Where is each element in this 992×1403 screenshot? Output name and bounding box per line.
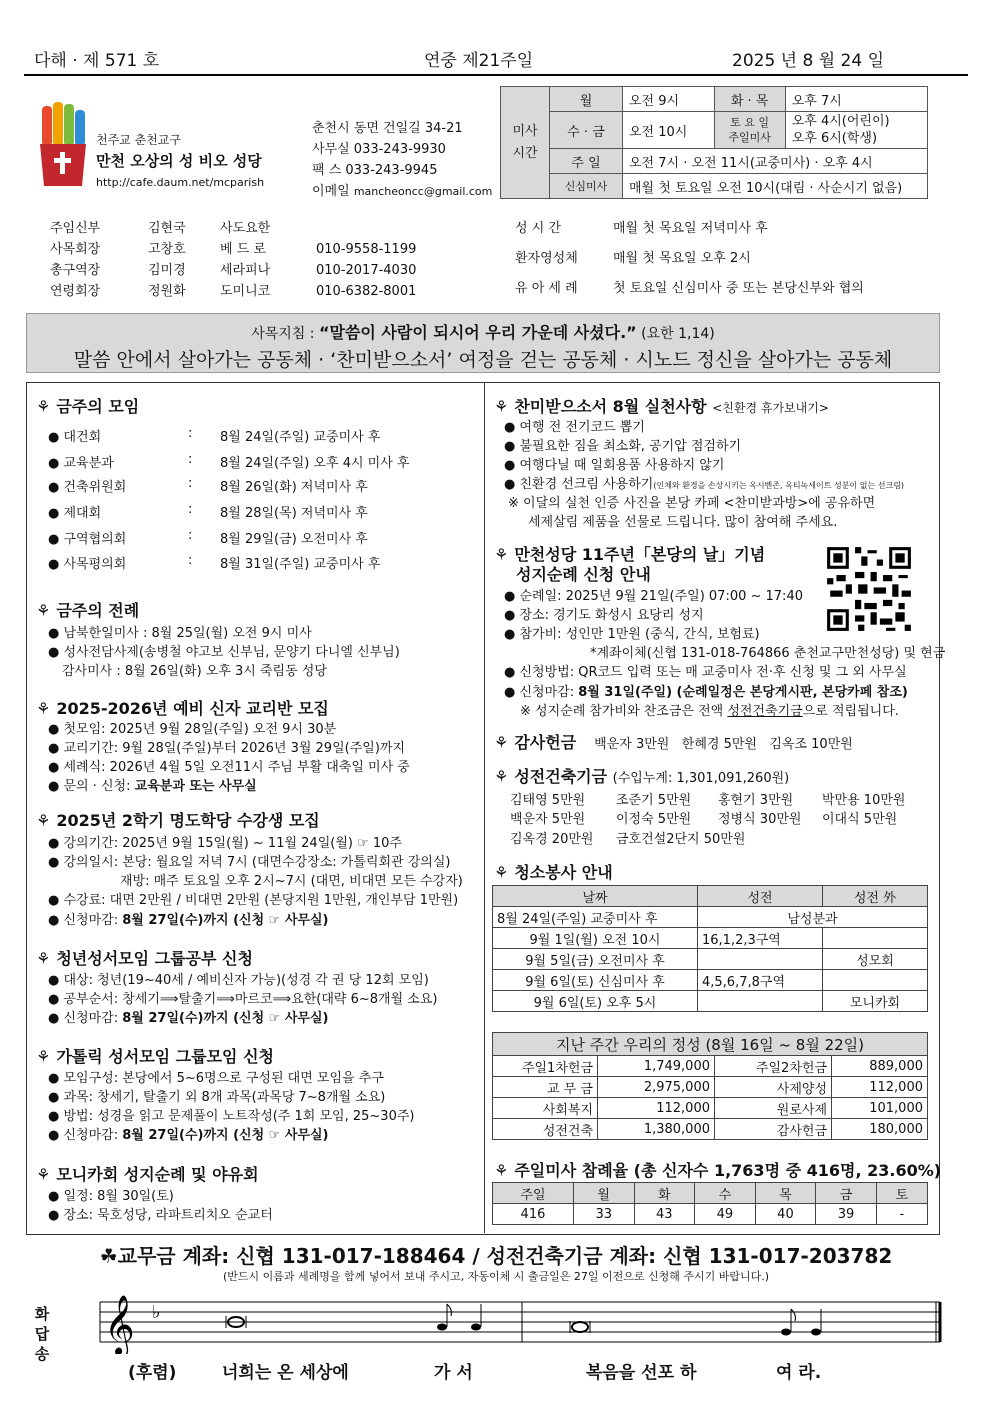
- list-item: *계좌이체(신협 131-018-764866 춘천교구만천성당) 및 현금: [590, 646, 946, 661]
- list-item: 감사미사 : 8월 26일(화) 오후 3시 죽림동 성당: [62, 664, 327, 679]
- mass-day: 월: [550, 87, 623, 112]
- email-label: 이메일: [312, 184, 350, 199]
- list-item: ● 강의기간: 2025년 9월 15일(월) ~ 11월 24일(월) ☞ 10주: [48, 836, 402, 851]
- diocese-name: 천주교 춘천교구: [96, 133, 181, 147]
- list-item: ● 건축위원회 : 8월 26일(화) 저녁미사 후: [48, 476, 368, 495]
- list-item: ● 장소: 경기도 화성시 요당리 성지: [504, 608, 704, 623]
- list-item: ● 강의일시: 본당: 월요일 저녁 7시 (대면수강장소: 가톨릭회관 강의실): [48, 855, 451, 870]
- mass-day: 주일미사: [728, 131, 771, 144]
- offering-table: [492, 1032, 928, 1140]
- list-item: ● 여행 전 전기코드 뽑기: [504, 420, 645, 435]
- issue-date: 2025 년 8 월 24 일: [732, 51, 884, 71]
- offering-title: 지난 주간 우리의 정성 (8월 16일 ~ 8월 22일): [493, 1033, 928, 1056]
- banner-mission: 말씀 안에서 살아가는 공동체 · ‘찬미받으소서’ 여정을 걷는 공동체 · 시노드 정신을 살아가는 공동체: [73, 349, 893, 371]
- mass-time: 오전 7시 · 오전 11시(교중미사) · 오후 4시: [623, 149, 928, 174]
- table-row: 416 33 43 49 40 39 -: [493, 1204, 928, 1225]
- list-item: ● 순례일: 2025년 9월 21일(주일) 07:00 ~ 17:40: [504, 589, 803, 604]
- table-row: 성전건축 1,380,000 감사헌금 180,000: [493, 1119, 928, 1140]
- section-catechism-title: ⚘ 2025-2026년 예비 신자 교리반 모집: [36, 699, 329, 718]
- list-item: ● 친환경 선크림 사용하기(인체와 환경을 손상시키는 옥시벤존, 옥티녹세이트 성분이 없는 선크림): [504, 477, 905, 492]
- church-office-phone: 사무실 033-243-9930: [312, 142, 446, 157]
- list-item: ● 첫모임: 2025년 9월 28일(주일) 오전 9시 30분: [48, 722, 337, 737]
- mass-schedule-table: [500, 86, 928, 199]
- list-item: ● 세례식: 2026년 4월 5일 오전11시 주님 부활 대축일 미사 중: [48, 760, 410, 775]
- section-bullet-icon: ⚘: [494, 545, 509, 564]
- church-email[interactable]: mancheoncc@gmail.com: [353, 185, 493, 198]
- section-building-title: ⚘ 성전건축기금 (수입누계: 1,301,091,260원): [494, 767, 790, 786]
- list-item: ● 과목: 창세기, 탈출기 외 8개 과목(과목당 7~8개월 소요): [48, 1090, 386, 1105]
- list-item: ※ 성지순례 참가비와 찬조금은 전액 성전건축기금으로 적립됩니다.: [520, 704, 899, 719]
- list-item: ● 수강료: 대면 2만원 / 비대면 2만원 (본당지원 1만원, 개인부담 1만원): [48, 893, 459, 908]
- table-row: 9월 1일(월) 오전 10시 16,1,2,3구역: [493, 928, 928, 949]
- list-item: ● 신청방법: QR코드 입력 또는 매 교중미사 전·후 신청 및 그 외 사무실: [504, 665, 907, 680]
- list-item: ● 장소: 묵호성당, 라파트리치오 순교터: [48, 1208, 273, 1223]
- section-meetings-title: ⚘ 금주의 모임: [36, 397, 140, 416]
- list-item: ● 구역협의회 : 8월 29일(금) 오전미사 후: [48, 528, 368, 547]
- list-item: ● 대건회 : 8월 24일(주일) 교중미사 후: [48, 426, 381, 445]
- qr-code-icon[interactable]: [824, 544, 914, 634]
- section-laudato-title: ⚘ 찬미받으소서 8월 실천사항 <친환경 휴가보내기>: [494, 397, 829, 416]
- list-item: ● 신청마감: 8월 27일(수)까지 (신청 ☞ 사무실): [48, 1011, 329, 1026]
- mass-day: 신심미사: [550, 174, 623, 199]
- section-monica-title: ⚘ 모니카회 성지순례 및 야유회: [36, 1165, 259, 1184]
- list-item: ● 공부순서: 창세기⟹탈출기⟹마르코⟹요한(대략 6~8개월 소요): [48, 992, 438, 1007]
- attendance-table: 주일 월 화 수 목 금 토 416 33 43 49 40 39 -: [492, 1182, 928, 1225]
- church-fax: 팩 스 033-243-9945: [312, 163, 438, 178]
- list-item: ● 일정: 8월 30일(토): [48, 1189, 174, 1204]
- list-item: ※ 이달의 실천 인증 사진을 본당 카페 <찬미받과방>에 공유하면: [508, 496, 876, 511]
- psalm-staff: [60, 1290, 960, 1354]
- section-youth-title: ⚘ 청년성서모임 그룹공부 신청: [36, 949, 253, 968]
- header-rule: [24, 74, 968, 76]
- mass-time: 오전 10시: [623, 112, 715, 149]
- section-pilgrim-subtitle: 성지순례 신청 안내: [516, 565, 651, 584]
- pastoral-guideline-banner: [26, 313, 940, 373]
- banner-quote: “말씀이 사람이 되시어 우리 가운데 사셨다.”: [318, 323, 637, 342]
- section-bullet-icon: ⚘: [36, 601, 51, 620]
- church-address: 춘천시 동면 건일길 34-21: [312, 121, 463, 136]
- account-note: (반드시 이름과 세례명을 함께 넣어서 보내 주시고, 자동이체 시 출금일은 27일 이전으로 신청해 주시기 바랍니다.): [222, 1270, 770, 1283]
- mass-time: 매월 첫 토요일 오전 10시(대림 · 사순시기 없음): [623, 174, 928, 199]
- column-divider: [484, 382, 485, 1233]
- church-logo-icon: [36, 100, 90, 190]
- mass-time: 오전 9시: [623, 87, 715, 112]
- list-item: ● 사목평의회 : 8월 31일(주일) 교중미사 후: [48, 553, 381, 572]
- list-item: ● 신청마감: 8월 31일(주일) (순례일정은 본당게시판, 본당카페 참조): [504, 685, 908, 700]
- mass-day: 화 · 목: [714, 87, 785, 112]
- banner-prefix: 사목지침 :: [251, 326, 319, 342]
- church-name: 만천 오상의 성 비오 성당: [96, 152, 262, 170]
- section-bullet-icon: ⚘: [36, 397, 51, 416]
- table-row: 사회복지 112,000 원로사제 101,000: [493, 1098, 928, 1119]
- breve-note-icon: [570, 1321, 590, 1333]
- table-row: 주일1차헌금 1,749,000 주일2차헌금 889,000: [493, 1056, 928, 1077]
- mass-day: 토 요 일: [730, 116, 770, 129]
- banner-ref: (요한 1,14): [641, 326, 715, 342]
- section-bullet-icon: ⚘: [494, 733, 509, 752]
- section-thanks-title: ⚘ 감사헌금 백운자 3만원 한혜경 5만원 김옥조 10만원: [494, 733, 853, 752]
- section-bullet-icon: ⚘: [36, 1047, 51, 1066]
- section-bullet-icon: ⚘: [494, 863, 509, 882]
- list-item: ● 대상: 청년(19~40세 / 예비신자 가능)(성경 각 권 당 12회 모임): [48, 973, 429, 988]
- psalm-label: 화 답 송: [34, 1305, 50, 1363]
- issue-number: 다해 · 제 571 호: [34, 51, 160, 71]
- list-item: ● 모임구성: 본당에서 5~6명으로 구성된 대면 모임을 추구: [48, 1071, 384, 1086]
- list-item: ● 신청마감: 8월 27일(수)까지 (신청 ☞ 사무실): [48, 913, 329, 928]
- table-header: 성전 外: [823, 886, 928, 907]
- section-cleaning-title: ⚘ 청소봉사 안내: [494, 863, 613, 882]
- church-contact: [312, 118, 492, 202]
- list-item: ● 교리기간: 9월 28일(주일)부터 2026년 3월 29일(주일)까지: [48, 741, 406, 756]
- list-item: ● 여행다닐 때 일회용품 사용하지 않기: [504, 458, 725, 473]
- list-item: 세제살림 제품을 선물로 드립니다. 많이 참여해 주세요.: [528, 515, 838, 530]
- flat-icon: ♭: [152, 1302, 161, 1323]
- table-row: 8월 24일(주일) 교중미사 후 남성분과: [493, 907, 928, 928]
- table-header: 성전: [698, 886, 823, 907]
- table-row: 9월 5일(금) 오전미사 후 성모회: [493, 949, 928, 970]
- liturgical-season: 연중 제21주일: [424, 51, 534, 71]
- list-item: ● 남북한일미사 : 8월 25일(월) 오전 9시 미사: [48, 626, 312, 641]
- section-bullet-icon: ⚘: [36, 949, 51, 968]
- section-bible-title: ⚘ 가톨릭 성서모임 그룹모임 신청: [36, 1047, 274, 1066]
- section-liturgy-title: ⚘ 금주의 전례: [36, 601, 140, 620]
- mass-time: 오후 6시(학생): [791, 131, 878, 146]
- mass-label: 미사 시간: [501, 87, 550, 199]
- mass-time: 오후 4시(어린이): [791, 114, 890, 129]
- section-bullet-icon: ⚘: [36, 699, 51, 718]
- list-item: ● 불필요한 짐을 최소화, 공기압 점검하기: [504, 439, 742, 454]
- list-item: ● 성사전담사제(송병철 야고보 신부님, 문양기 다니엘 신부님): [48, 645, 400, 660]
- section-bullet-icon: ⚘: [36, 1165, 51, 1184]
- list-item: 재방: 매주 토요일 오후 2시~7시 (대면, 비대면 모든 수강자): [120, 874, 463, 889]
- table-header: 날짜: [493, 886, 698, 907]
- section-attendance-title: ⚘ 주일미사 참례율 (총 신자수 1,763명 중 416명, 23.60%): [494, 1161, 942, 1180]
- section-bullet-icon: ⚘: [494, 397, 509, 416]
- mass-day: 수 · 금: [550, 112, 623, 149]
- list-item: ● 참가비: 성인만 1만원 (중식, 간식, 보험료): [504, 627, 760, 642]
- eighth-note-icon: [437, 1304, 452, 1331]
- list-item: ● 제대회 : 8월 28일(목) 저녁미사 후: [48, 502, 368, 521]
- section-bullet-icon: ⚘: [36, 811, 51, 830]
- church-url[interactable]: http://cafe.daum.net/mcparish: [96, 176, 265, 189]
- account-info: ☘교무금 계좌: 신협 131-017-188464 / 성전건축기금 계좌: 신협 131-017-203782: [99, 1244, 893, 1268]
- quarter-note-icon: [471, 1304, 481, 1331]
- mass-day: 주 일: [550, 149, 623, 174]
- table-row: 9월 6일(토) 신심미사 후 4,5,6,7,8구역: [493, 970, 928, 991]
- list-item: ● 문의 · 신청: 교육분과 또는 사무실: [48, 779, 257, 794]
- section-bullet-icon: ⚘: [494, 1161, 509, 1180]
- list-item: ● 신청마감: 8월 27일(수)까지 (신청 ☞ 사무실): [48, 1128, 329, 1143]
- table-row: 9월 6일(토) 오후 5시 모니카회: [493, 991, 928, 1012]
- section-pilgrim-title: ⚘ 만천성당 11주년「본당의 날」기념: [494, 545, 766, 564]
- list-item: ● 교육분과 : 8월 24일(주일) 오후 4시 미사 후: [48, 452, 410, 471]
- issue-header: [24, 46, 968, 72]
- treble-clef-icon: 𝄞: [104, 1295, 135, 1354]
- list-item: ● 방법: 성경을 읽고 문제풀이 노트작성(주 1회 모임, 25~30주): [48, 1109, 415, 1124]
- section-bullet-icon: ⚘: [494, 767, 509, 786]
- table-row: 교 무 금 2,975,000 사제양성 112,000: [493, 1077, 928, 1098]
- cleaning-table: [492, 885, 928, 1012]
- section-school-title: ⚘ 2025년 2학기 명도학당 수강생 모집: [36, 811, 320, 830]
- mass-time: 오후 7시: [785, 87, 927, 112]
